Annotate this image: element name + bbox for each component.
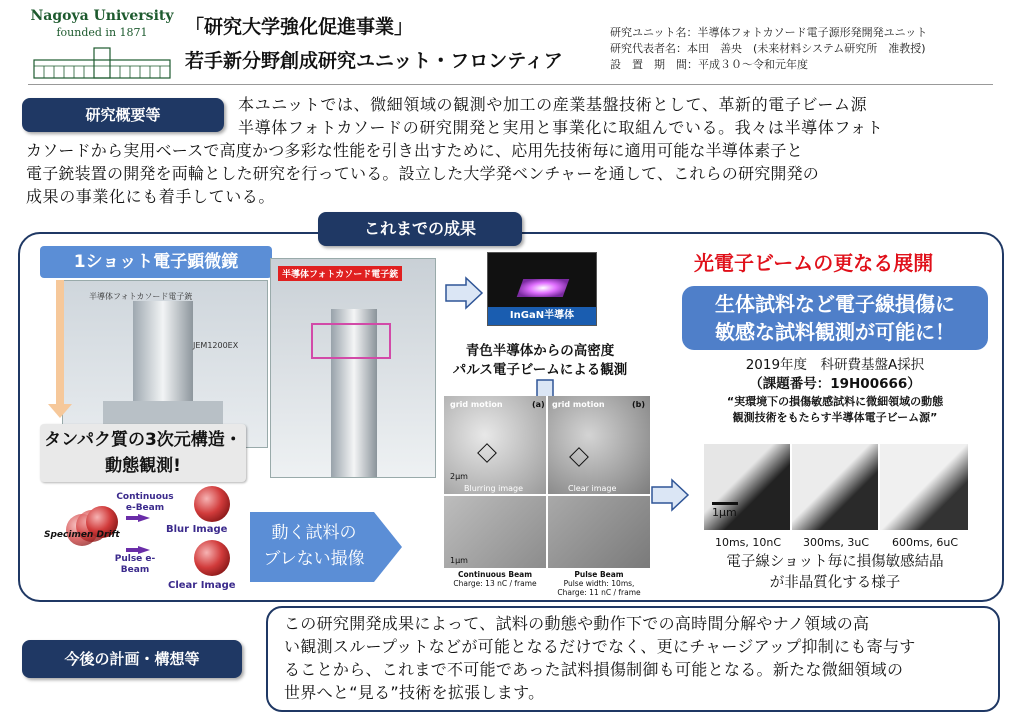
orange-arrow-shaft — [56, 280, 64, 406]
protein-line1: タンパク質の3次元構造・ — [44, 430, 242, 450]
title-line2: 若手新分野創成研究ユニット・フロンティア — [185, 50, 563, 72]
em-cont-charge: Charge: 13 nC / frame — [453, 579, 537, 588]
photo-text1: 半導体フォトカソード電子銃 — [89, 292, 193, 301]
em-blur-text: Blurring image — [464, 484, 524, 493]
em-clear-bottom — [548, 496, 650, 568]
em-clear-text: Clear image — [568, 484, 617, 493]
overview-line3: カソードから実用ベースで高度かつ多彩な性能を引き出すために、応用先技術毎に適用可能な半導体素子と — [26, 141, 803, 160]
arrow-right-icon-2 — [650, 478, 690, 512]
diagram-continuous: Continuous e-Beam — [116, 492, 174, 513]
em-label-b: (b) — [632, 400, 646, 409]
em-pulse-width: Pulse width: 10ms, — [563, 579, 635, 588]
em-label-a: (a) — [532, 400, 545, 409]
blue-semi-text — [430, 342, 650, 380]
overview-label: 研究概要等 — [22, 98, 224, 132]
microscope-photo-2 — [270, 258, 436, 478]
em-cont-title: Continuous Beam — [457, 570, 533, 579]
meta-unit: 研究ユニット名：半導体フォトカソード電子源形発開発ユニット — [610, 26, 928, 39]
em-images — [444, 396, 650, 596]
result-line1: 電子線ショット毎に損傷敏感結晶 — [726, 554, 944, 570]
university-logo — [28, 8, 176, 80]
future-line1: この研究開発成果によって、試料の動態や動作下での高時間分解やナノ領域の高 — [284, 614, 870, 633]
diagram-specimen: Specimen Drift — [44, 530, 120, 540]
protein-box — [40, 424, 246, 482]
result-line2: が非晶質化する様子 — [769, 575, 901, 591]
arrow-right-icon — [444, 276, 484, 310]
moving-sample-arrow — [250, 512, 402, 582]
logo-university-name: Nagoya University — [30, 8, 174, 24]
em-cont-caption — [444, 570, 546, 588]
em-clear-top — [548, 396, 650, 494]
blue-line1: 青色半導体からの高密度 — [465, 343, 615, 359]
photo-tag: 半導体フォトカソード電子銃 — [278, 266, 402, 281]
moving-line1: 動く試料の — [271, 523, 357, 543]
diagram-blur: Blur Image — [166, 524, 228, 535]
crystal-caption-2: 300ms, 3uC — [802, 536, 870, 549]
future-line2: い観測スループットなどが可能となるだけでなく、更にチャージアップ抑制にも寄与す — [284, 637, 916, 656]
future-text — [284, 612, 990, 704]
em-scale-top: 2μm — [450, 472, 468, 481]
scale-text: 1μm — [712, 506, 737, 519]
oneshot-em-label: 1ショット電子顕微鏡 — [40, 246, 272, 278]
diagram-pulse: Pulse e-Beam — [114, 554, 156, 575]
diagram-clear: Clear Image — [168, 580, 236, 591]
overview-line1: 本ユニットでは、微細領域の観測や加工の産業基盤技術として、革新的電子ビーム源 — [238, 95, 868, 114]
logo-founded: founded in 1871 — [56, 26, 148, 39]
title-line1: 「研究大学強化促進事業」 — [185, 16, 414, 38]
grant-line2: （課題番号：19H00666） — [749, 376, 921, 392]
em-grid-a: grid motion — [450, 400, 503, 409]
building-illustration — [28, 46, 176, 80]
future-line3: ることから、これまで不可能であった試料損傷制御も可能となる。新たな微細領域の — [284, 660, 904, 679]
grant-line4: 観測技術をもたらす半導体電子ビーム源” — [732, 411, 938, 424]
beam-diagram — [40, 486, 250, 596]
grant-line1: 2019年度 科研費基盤A採択 — [745, 357, 925, 373]
crystal-image-1 — [704, 444, 790, 530]
em-grid-b: grid motion — [552, 400, 605, 409]
achievements-label: これまでの成果 — [318, 212, 522, 246]
crystal-caption-3: 600ms, 6uC — [891, 536, 959, 549]
crystal-caption-1: 10ms, 10nC — [714, 536, 782, 549]
microscope-photo-1 — [62, 280, 268, 448]
development-title: 光電子ビームの更なる展開 — [694, 251, 934, 275]
ingan-label: InGaN半導体 — [488, 307, 596, 325]
future-line4: 世界へと“見る”技術を拡張します。 — [284, 683, 545, 702]
ingan-photo — [487, 252, 597, 326]
development-box-line1: 生体試料など電子線損傷に — [715, 292, 955, 316]
em-pulse-charge: Charge: 11 nC / frame — [557, 588, 641, 597]
moving-line2: ブレない撮像 — [263, 549, 365, 569]
grant-block — [682, 356, 988, 426]
photo-text2: JEM1200EX — [193, 341, 239, 350]
development-box — [682, 286, 988, 350]
crystal-image-3 — [880, 444, 968, 530]
crystal-image-2 — [792, 444, 878, 530]
em-scale-bottom: 1μm — [450, 556, 468, 565]
result-text — [690, 552, 980, 594]
meta-leader: 研究代表者名：本田 善央 (未来材料システム研究所 准教授) — [610, 42, 926, 55]
future-label: 今後の計画・構想等 — [22, 640, 242, 678]
protein-line2: 動態観測! — [105, 456, 181, 476]
moving-text — [250, 520, 378, 572]
header-divider — [28, 84, 993, 85]
grant-line3: “実環境下の損傷敏感試料に微細領域の動態 — [726, 395, 944, 408]
overview-line4: 電子銃装置の開発を両輪とした研究を行っている。設立した大学発ベンチャーを通して、これらの研究開発の — [26, 164, 820, 183]
development-box-line2: 敏感な試料観測が可能に！ — [715, 320, 955, 344]
em-pulse-caption — [548, 570, 650, 597]
em-pulse-title: Pulse Beam — [574, 570, 624, 579]
orange-arrow-head-icon — [48, 404, 72, 418]
overview-line2: 半導体フォトカソードの研究開発と実用と事業化に取組んでいる。我々は半導体フォト — [238, 118, 884, 137]
blue-line2: パルス電子ビームによる観測 — [452, 362, 628, 378]
overview-line5: 成果の事業化にも着手している。 — [26, 187, 276, 206]
scale-bar — [712, 502, 738, 505]
meta-period: 設 置 期 間：平成３０～令和元年度 — [610, 58, 808, 71]
